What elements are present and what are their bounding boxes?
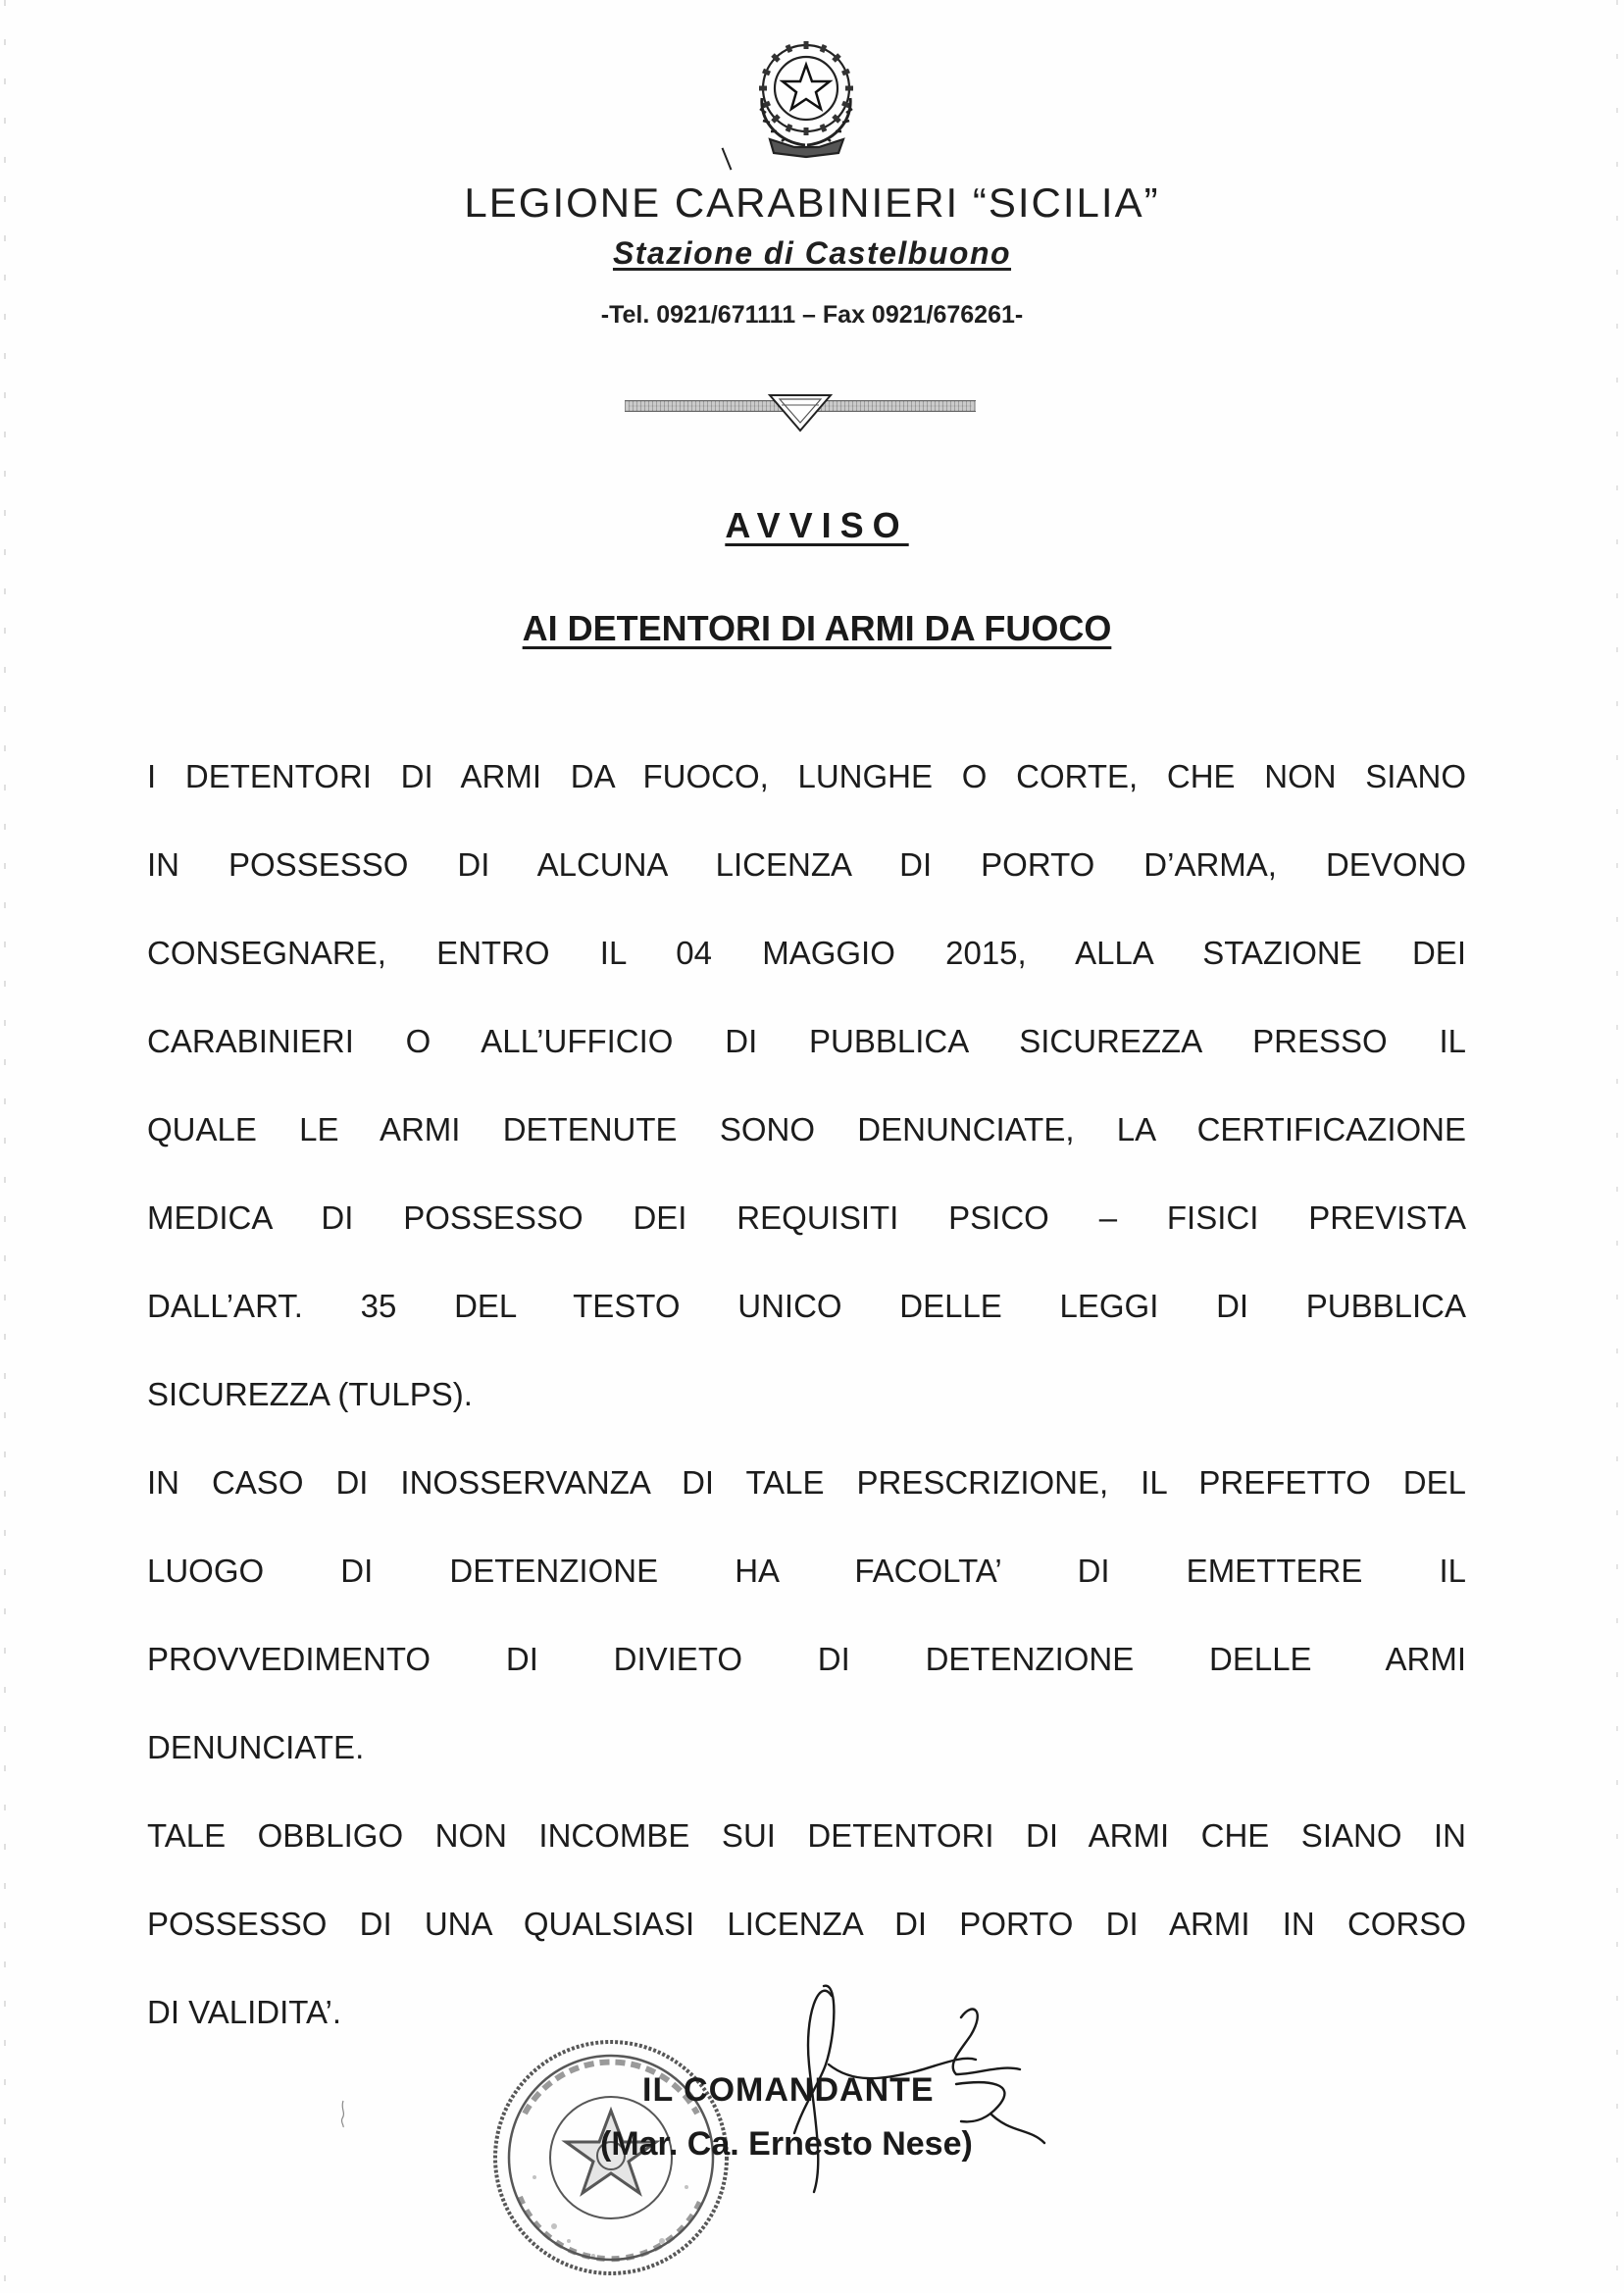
body-line-14: POSSESSO DI UNA QUALSIASI LICENZA DI PORTO DI ARMI IN CORSO <box>147 1906 1466 1942</box>
ornamental-divider-icon <box>625 387 976 433</box>
body-line-13: TALE OBBLIGO NON INCOMBE SUI DETENTORI DI ARMI CHE SIANO IN <box>147 1817 1466 1854</box>
body-line-4: CARABINIERI O ALL’UFFICIO DI PUBBLICA SICUREZZA PRESSO IL <box>147 1023 1466 1059</box>
scan-mark <box>722 147 733 170</box>
body-line-7: DALL’ART. 35 DEL TESTO UNICO DELLE LEGGI DI PUBBLICA <box>147 1288 1466 1324</box>
station-name: Stazione di Castelbuono <box>612 235 1012 271</box>
scan-edge-right <box>1616 0 1618 2293</box>
notice-title: AVVISO <box>725 505 909 545</box>
signatory-name: (Mar. Ca. Ernesto Nese) <box>600 2125 973 2163</box>
body-line-6: MEDICA DI POSSESSO DEI REQUISITI PSICO – FISICI PREVISTA <box>147 1199 1466 1236</box>
body-line-11: PROVVEDIMENTO DI DIVIETO DI DETENZIONE DELLE ARMI <box>147 1641 1466 1677</box>
signatory-role: IL COMANDANTE <box>642 2071 935 2109</box>
italian-republic-emblem-icon <box>740 29 873 162</box>
handwritten-signature-icon <box>765 1957 1079 2212</box>
body-line-5: QUALE LE ARMI DETENUTE SONO DENUNCIATE, LA CERTIFICAZIONE <box>147 1111 1466 1147</box>
body-line-12: DENUNCIATE. <box>147 1729 365 1765</box>
organization-heading: LEGIONE CARABINIERI “SICILIA” <box>464 179 1160 226</box>
body-line-3: CONSEGNARE, ENTRO IL 04 MAGGIO 2015, ALLA STAZIONE DEI <box>147 935 1466 971</box>
scan-mark <box>338 2099 348 2128</box>
body-line-1: I DETENTORI DI ARMI DA FUOCO, LUNGHE O CORTE, CHE NON SIANO <box>147 758 1466 794</box>
body-line-9: IN CASO DI INOSSERVANZA DI TALE PRESCRIZIONE, IL PREFETTO DEL <box>147 1464 1466 1501</box>
scan-edge-left <box>4 0 6 2293</box>
body-line-10: LUOGO DI DETENZIONE HA FACOLTA’ DI EMETTERE IL <box>147 1553 1466 1589</box>
body-line-15: DI VALIDITA’. <box>147 1994 342 2030</box>
notice-subtitle: AI DETENTORI DI ARMI DA FUOCO <box>522 608 1112 648</box>
body-line-2: IN POSSESSO DI ALCUNA LICENZA DI PORTO D’ARMA, DEVONO <box>147 846 1466 883</box>
contact-numbers: -Tel. 0921/671111 – Fax 0921/676261- <box>600 301 1024 329</box>
body-line-8: SICUREZZA (TULPS). <box>147 1376 473 1412</box>
